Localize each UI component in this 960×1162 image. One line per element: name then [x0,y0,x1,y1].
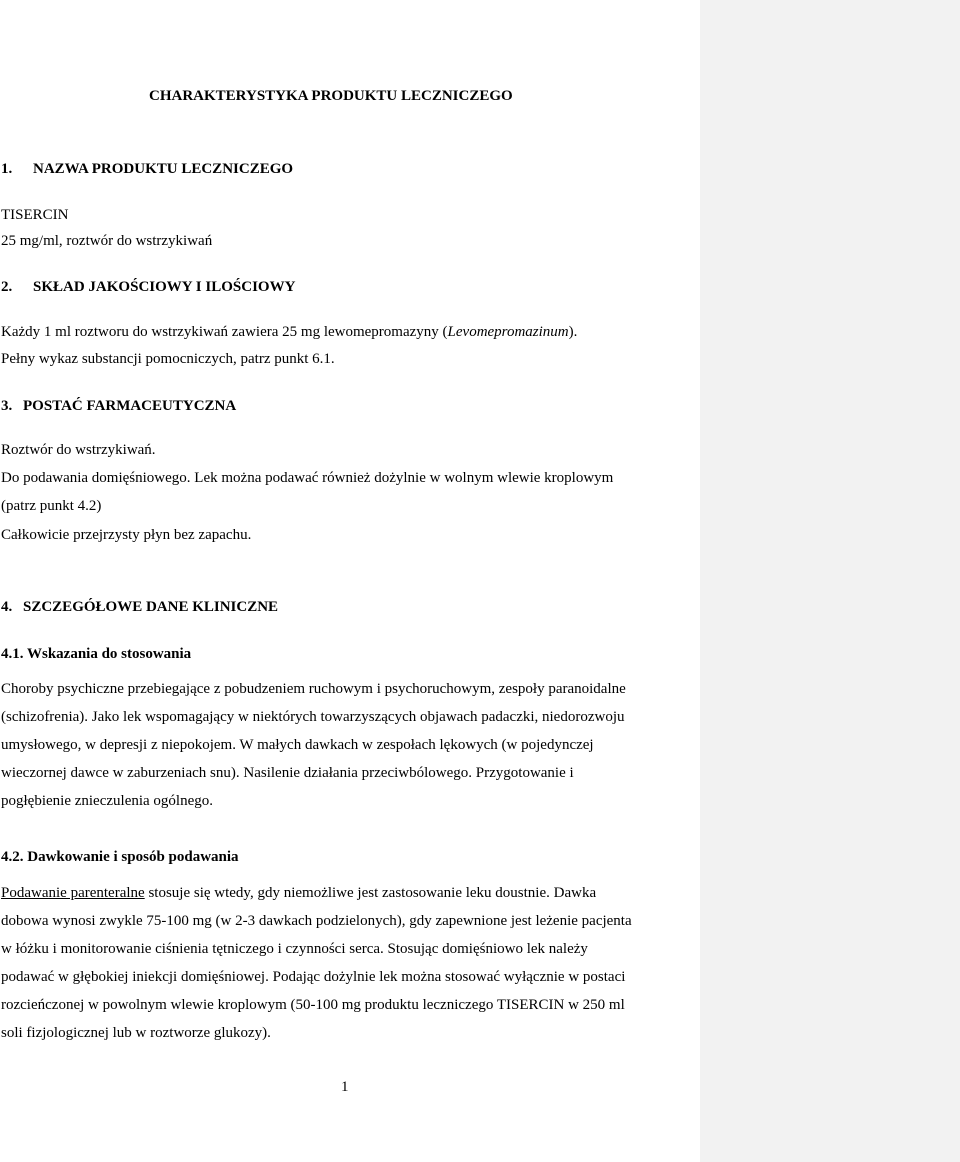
section-1-heading [1,160,293,178]
section-number: 2. [1,279,13,295]
section-4-heading [1,598,278,616]
section-title: SZCZEGÓŁOWE DANE KLINICZNE [23,599,279,615]
subsection-4-2-heading [1,848,239,866]
composition-end: ). [568,324,578,340]
paragraph-line: (schizofrenia). Jako lek wspomagający w niektórych towarzyszących objawach padaczki, niedorozwoju [1,709,625,725]
subsection-title: Wskazania do stosowania [26,646,192,662]
section-title: NAZWA PRODUKTU LECZNICZEGO [33,161,294,177]
composition-line [1,323,577,341]
paragraph-line: Choroby psychiczne przebiegające z pobudzeniem ruchowym i psychoruchowym, zespoły paranoidalne [1,681,626,697]
paragraph-text: stosuje się wtedy, gdy niemożliwe jest zastosowanie leku doustnie. Dawka [144,885,597,901]
paragraph-line: Całkowicie przejrzysty płyn bez zapachu. [1,527,252,543]
comment-margin-panel [700,0,960,1162]
section-title: SKŁAD JAKOŚCIOWY I ILOŚCIOWY [33,279,296,295]
subsection-number: 4.2. [1,849,24,865]
paragraph-line: (patrz punkt 4.2) [1,498,102,514]
section-2-heading [1,278,295,296]
paragraph-line [1,884,596,902]
excipients-line: Pełny wykaz substancji pomocniczych, patrz punkt 6.1. [1,351,335,367]
section-title: POSTAĆ FARMACEUTYCZNA [23,398,237,414]
section-number: 1. [1,161,13,177]
document-title: CHARAKTERYSTYKA PRODUKTU LECZNICZEGO [149,88,513,104]
paragraph-line: rozcieńczonej w powolnym wlewie kroplowym (50-100 mg produktu leczniczego TISERCIN w 250 ml [1,997,625,1013]
paragraph-line: podawać w głębokiej iniekcji domięśniowej. Podając dożylnie lek można stosować wyłącznie w postaci [1,969,626,985]
product-strength: 25 mg/ml, roztwór do wstrzykiwań [1,233,213,249]
subsection-number: 4.1. [1,646,24,662]
paragraph-line: pogłębienie znieczulenia ogólnego. [1,793,213,809]
paragraph-line: dobowa wynosi zwykle 75-100 mg (w 2-3 dawkach podzielonych), gdy zapewnione jest leżenie pacjenta [1,913,632,929]
paragraph-line: Roztwór do wstrzykiwań. [1,442,156,458]
paragraph-line: soli fizjologicznej lub w roztworze glukozy). [1,1025,271,1041]
page-number: 1 [341,1079,349,1095]
underlined-term: Podawanie parenteralne [1,885,145,901]
subsection-4-1-heading [1,645,191,663]
paragraph-line: wieczornej dawce w zaburzeniach snu). Nasilenie działania przeciwbólowego. Przygotowanie i [1,765,574,781]
product-name: TISERCIN [1,207,69,223]
composition-text: Każdy 1 ml roztworu do wstrzykiwań zawiera 25 mg lewomepromazyny ( [1,324,448,340]
section-number: 3. [1,398,13,414]
paragraph-line: w łóżku i monitorowanie ciśnienia tętniczego i czynności serca. Stosując domięśniowo lek należy [1,941,588,957]
paragraph-line: Do podawania domięśniowego. Lek można podawać również dożylnie w wolnym wlewie kroplowym [1,470,614,486]
section-3-heading [1,397,236,415]
paragraph-line: umysłowego, w depresji z niepokojem. W małych dawkach w zespołach lękowych (w pojedynczej [1,737,594,753]
subsection-title: Dawkowanie i sposób podawania [27,849,239,865]
latin-name: Levomepromazinum [447,324,569,340]
section-number: 4. [1,599,13,615]
